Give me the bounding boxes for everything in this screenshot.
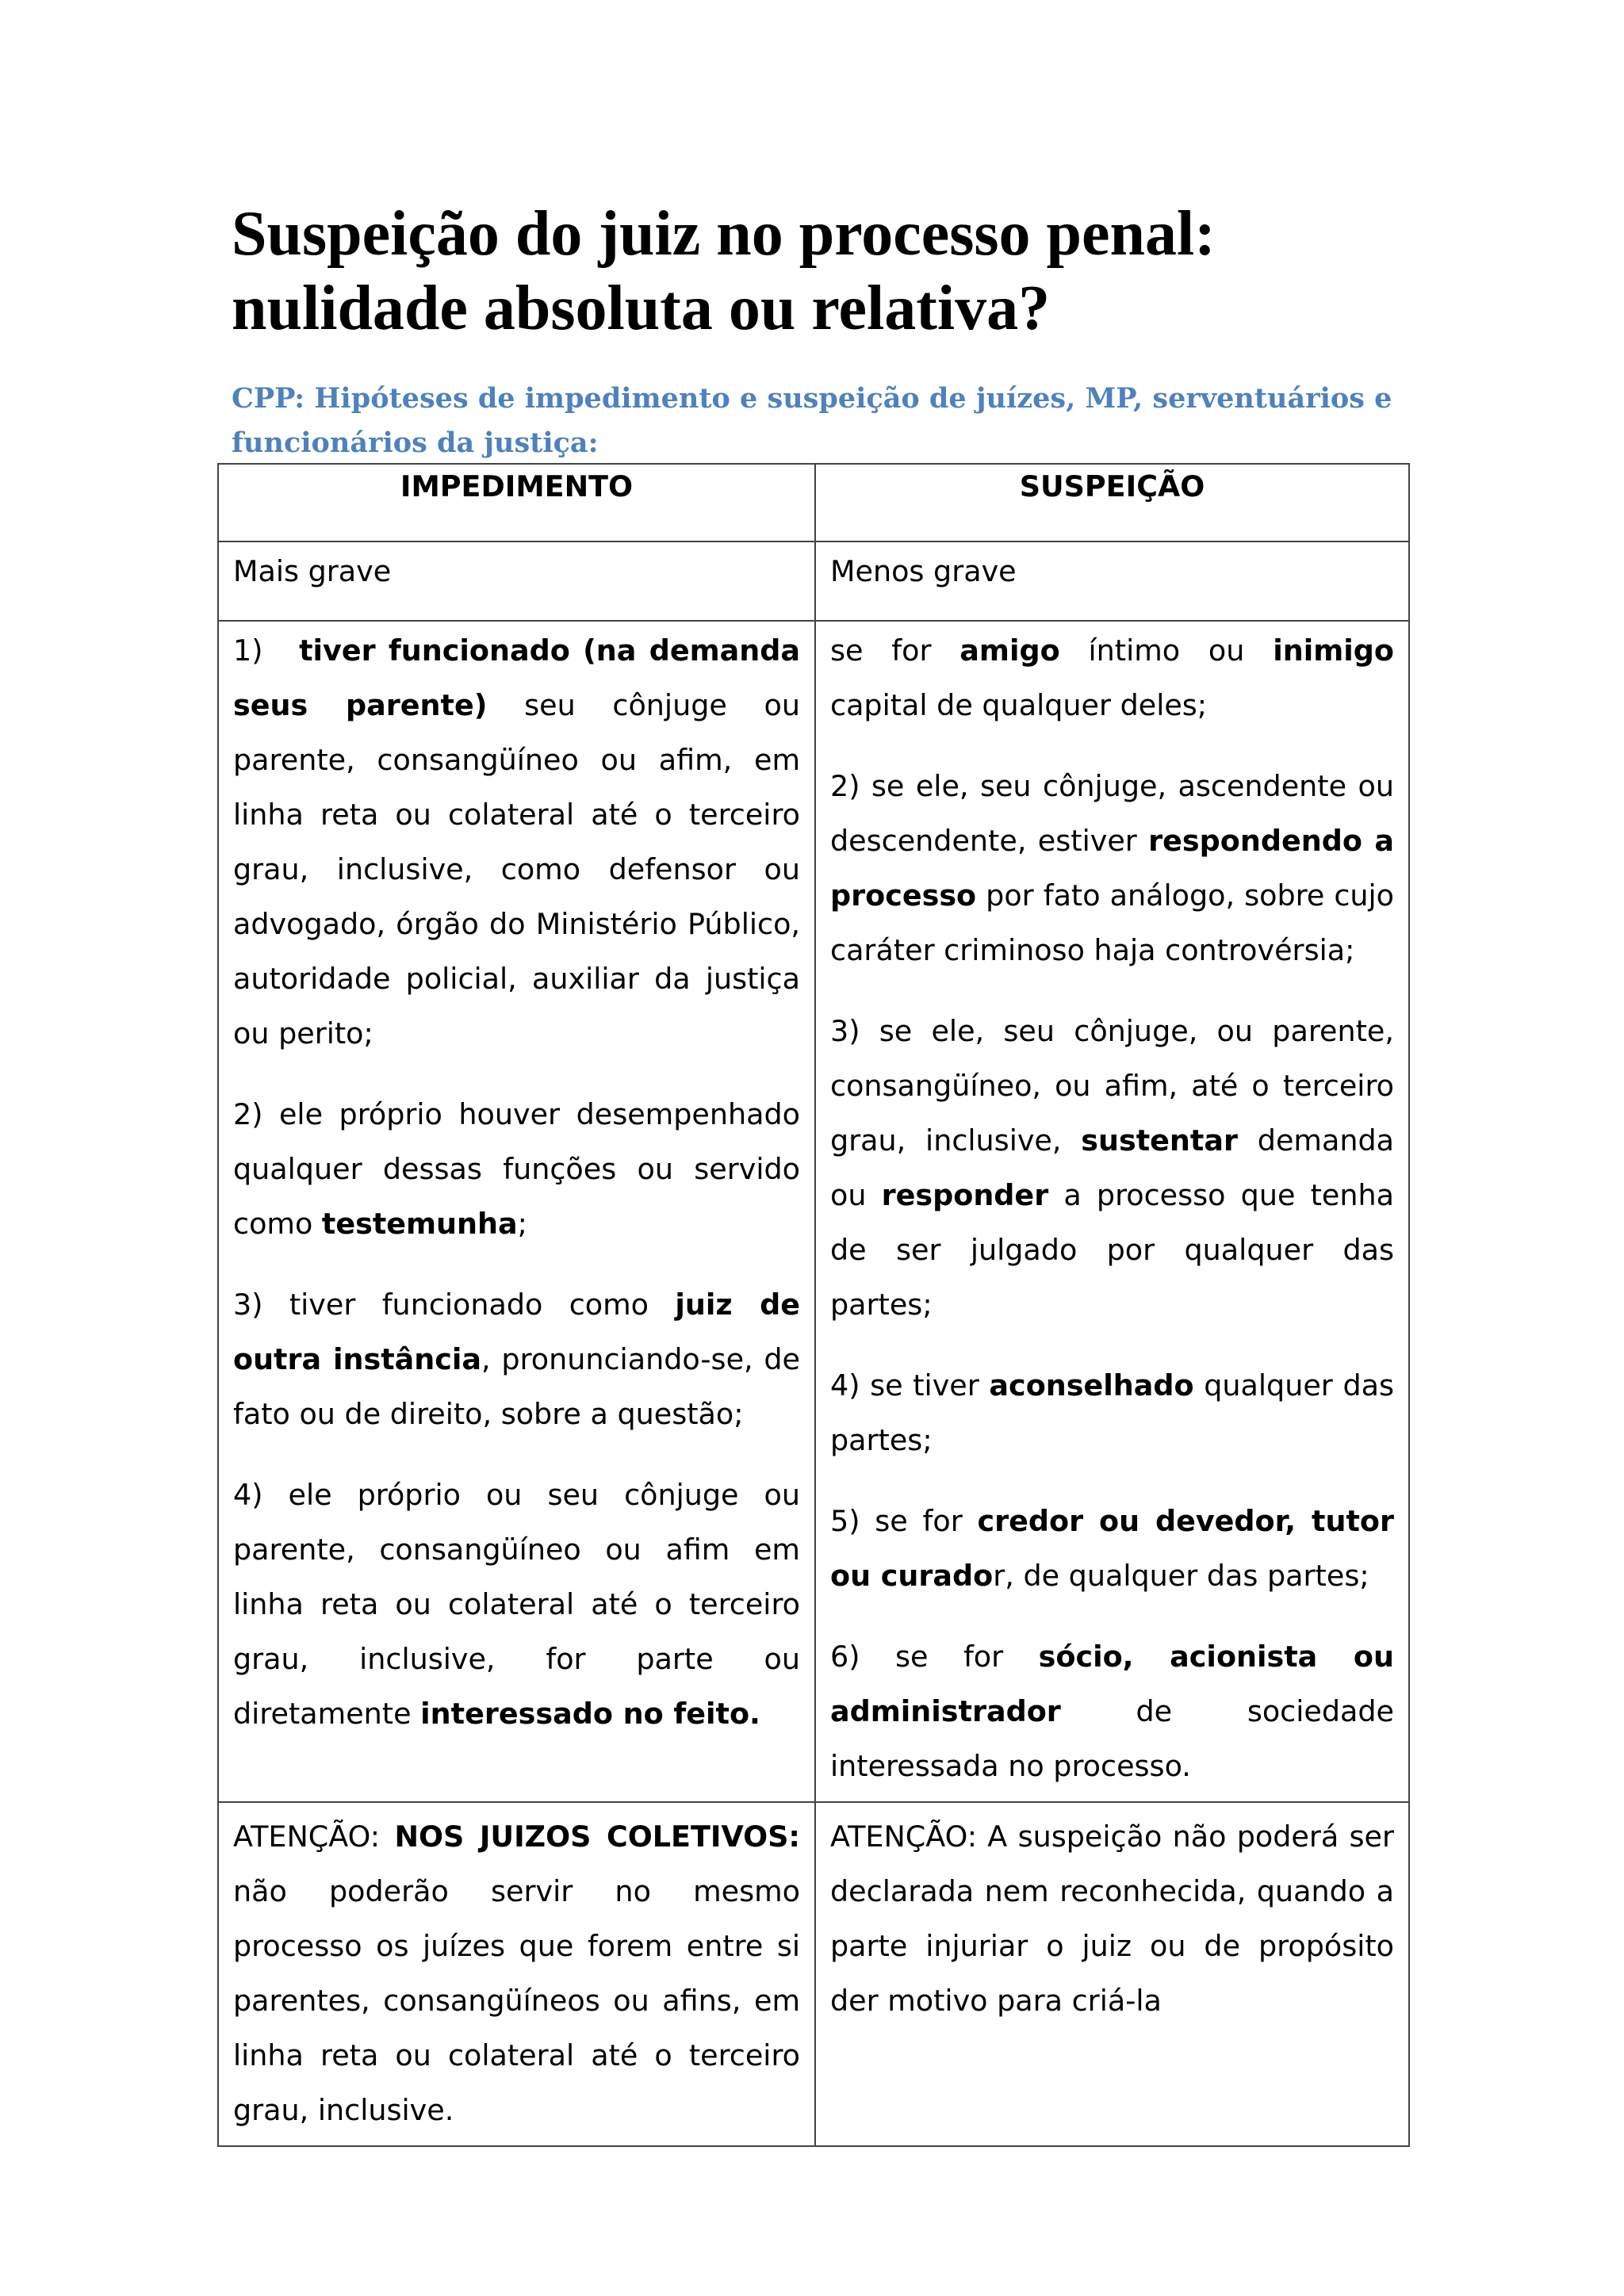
gravity-suspeicao: Menos grave: [815, 541, 1409, 621]
header-impedimento: IMPEDIMENTO: [218, 464, 815, 541]
suspeicao-item-2: 2) se ele, seu cônjuge, ascendente ou descendente, estiver respondendo a processo por fato análogo, sobre cujo caráter criminoso haja controvérsia;: [830, 769, 1394, 967]
suspeicao-list: [815, 621, 1409, 1802]
hypotheses-row: [218, 621, 1409, 1802]
suspeicao-item-4: 4) se tiver aconselhado qualquer das partes;: [830, 1368, 1394, 1457]
title-line-1: Suspeição do juiz no processo penal:: [232, 199, 1216, 269]
header-suspeicao: SUSPEIÇÃO: [815, 464, 1409, 541]
subtitle-line-2: funcionários da justiça:: [232, 427, 599, 459]
title-line-2: nulidade absoluta ou relativa?: [232, 274, 1051, 343]
suspeicao-item-5: 5) se for credor ou devedor, tutor ou curador, de qualquer das partes;: [830, 1504, 1394, 1593]
impedimento-item-1: 1) tiver funcionado (na demanda seus parente) seu cônjuge ou parente, consangüíneo ou afim, em linha reta ou colateral até o terceiro grau, inclusive, como defensor ou advogado, órgão do Ministério Público, autoridade policial, auxiliar da justiça ou perito;: [233, 633, 801, 1050]
gravity-impedimento: Mais grave: [218, 541, 815, 621]
table-header-row: [218, 464, 1409, 541]
suspeicao-item-6: 6) se for sócio, acionista ou administrador de sociedade interessada no processo.: [830, 1640, 1394, 1783]
gravity-row: [218, 541, 1409, 621]
attention-row: [218, 1802, 1409, 2146]
section-subtitle: [232, 377, 1421, 465]
suspeicao-item-3: 3) se ele, seu cônjuge, ou parente, consangüíneo, ou afim, até o terceiro grau, inclusive, sustentar demanda ou responder a processo que tenha de ser julgado por qualquer das partes;: [830, 1014, 1394, 1322]
attention-suspeicao: ATENÇÃO: A suspeição não poderá ser declarada nem reconhecida, quando a parte injuriar o juiz ou de propósito der motivo para criá-la: [815, 1802, 1409, 2146]
page-title: [232, 197, 1421, 346]
impedimento-item-4: 4) ele próprio ou seu cônjuge ou parente, consangüíneo ou afim em linha reta ou colateral até o terceiro grau, inclusive, for parte ou diretamente interessado no feito.: [233, 1478, 800, 1731]
impedimento-item-2: 2) ele próprio houver desempenhado qualquer dessas funções ou servido como testemunha;: [233, 1097, 800, 1241]
subtitle-line-1: CPP: Hipóteses de impedimento e suspeição de juízes, MP, serventuários e: [232, 382, 1392, 415]
impedimento-list: [218, 621, 815, 1802]
attention-impedimento: ATENÇÃO: NOS JUIZOS COLETIVOS: não poderão servir no mesmo processo os juízes que forem entre si parentes, consangüíneos ou afins, em linha reta ou colateral até o terceiro grau, inclusive.: [218, 1802, 815, 2146]
suspeicao-item-1: se for amigo íntimo ou inimigo capital de qualquer deles;: [830, 633, 1394, 722]
comparison-table: [217, 463, 1410, 2147]
impedimento-item-3: 3) tiver funcionado como juiz de outra instância, pronunciando-se, de fato ou de direito, sobre a questão;: [233, 1288, 800, 1431]
